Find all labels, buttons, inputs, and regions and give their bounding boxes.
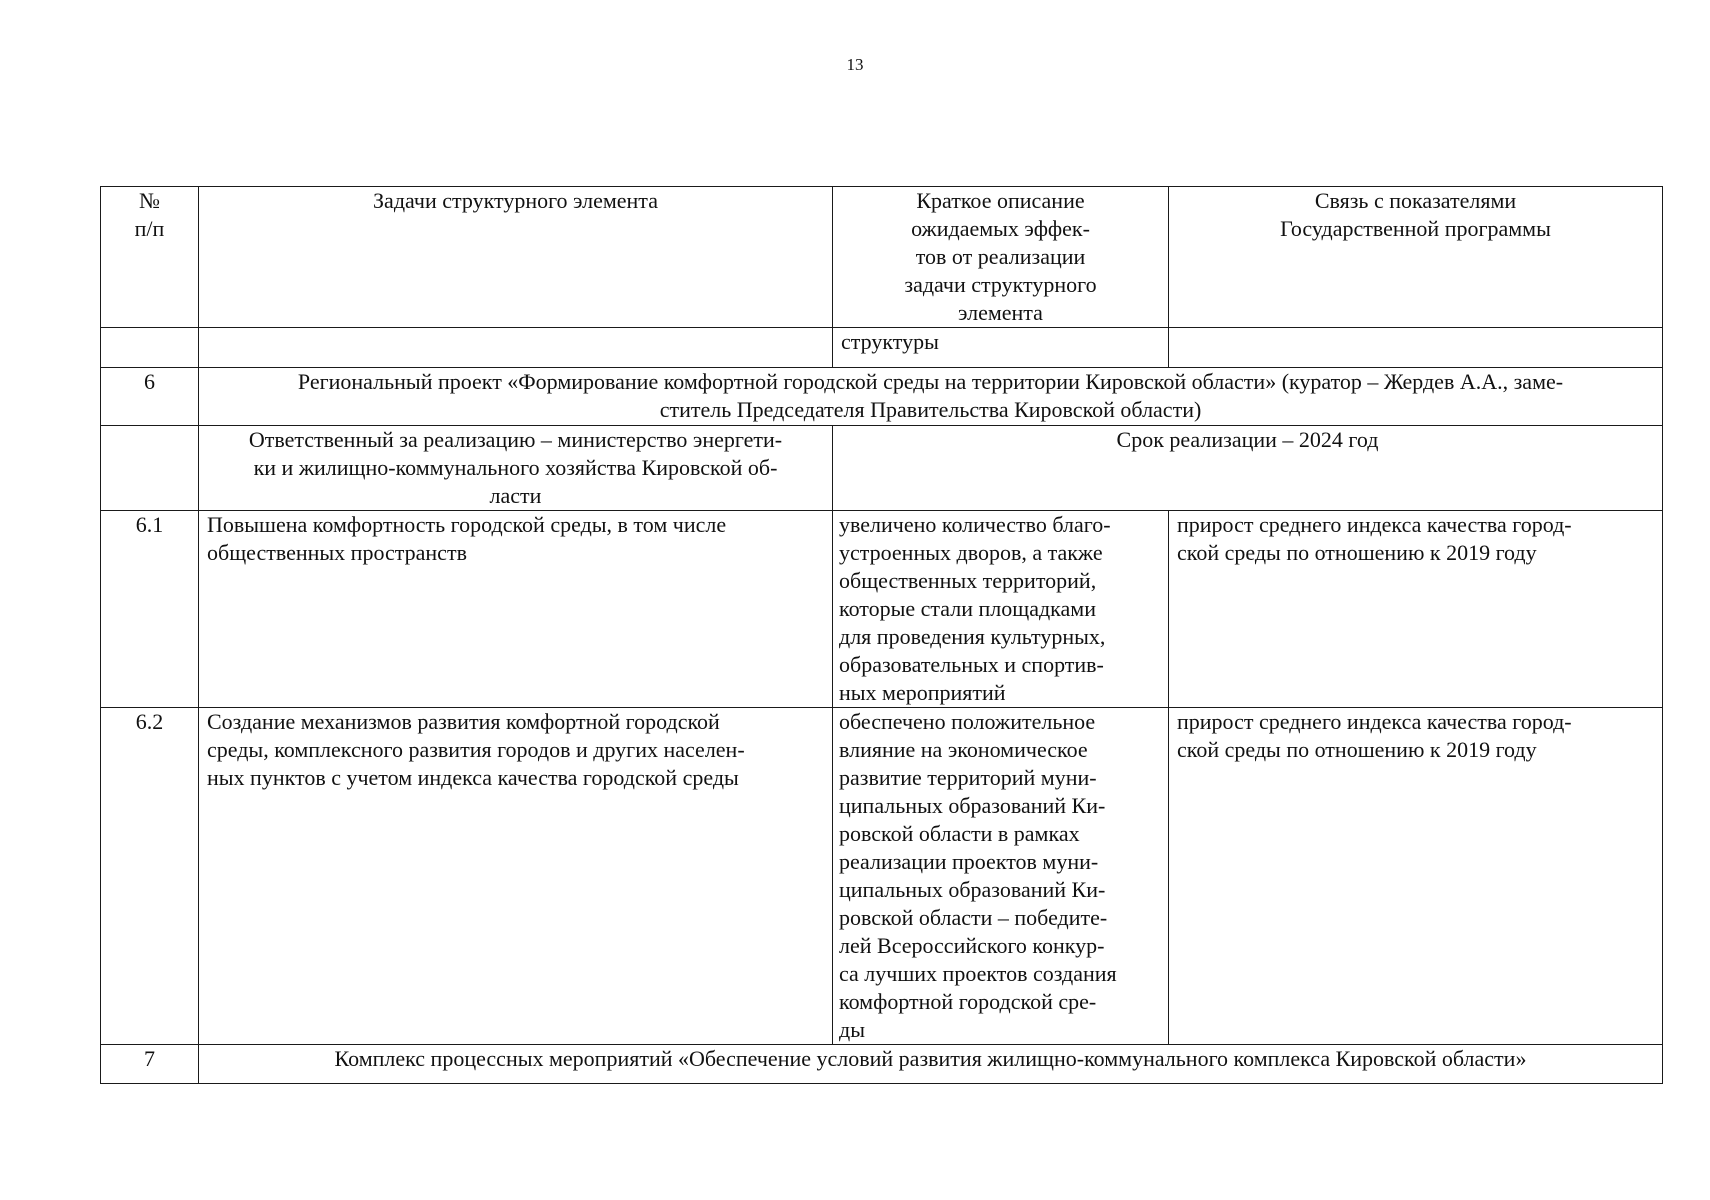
continuation-number bbox=[101, 328, 199, 368]
task-6-1-link: прирост среднего индекса качества город- ской среды по отношению к 2019 году bbox=[1169, 511, 1663, 708]
continuation-task bbox=[199, 328, 833, 368]
header-number: № п/п bbox=[101, 187, 199, 328]
complex-7-row bbox=[101, 1045, 1663, 1084]
project-6-title: Региональный проект «Формирование комфортной городской среды на территории Кировской области» (куратор – Жердев А.А., заме- ститель Председателя Правительства Кировской области) bbox=[199, 368, 1663, 426]
task-6-2-row bbox=[101, 708, 1663, 1045]
task-6-2-task: Создание механизмов развития комфортной городской среды, комплексного развития городов и других населен- ных пунктов с учетом индекса качества городской среды bbox=[199, 708, 833, 1045]
header-tasks: Задачи структурного элемента bbox=[199, 187, 833, 328]
structural-elements-table bbox=[100, 186, 1663, 1084]
project-6-responsible: Ответственный за реализацию – министерство энергети- ки и жилищно-коммунального хозяйства Кировской об- ласти bbox=[199, 426, 833, 511]
page-number: 13 bbox=[846, 55, 864, 74]
project-6-row bbox=[101, 368, 1663, 426]
continuation-link bbox=[1169, 328, 1663, 368]
header-link: Связь с показателями Государственной программы bbox=[1169, 187, 1663, 328]
task-6-2-number: 6.2 bbox=[101, 708, 199, 1045]
project-6-number: 6 bbox=[101, 368, 199, 426]
task-6-1-effects: увеличено количество благо- устроенных дворов, а также общественных территорий, которые стали площадками для проведения культурных, образовательных и спортив- ных мероприятий bbox=[833, 511, 1169, 708]
complex-7-number: 7 bbox=[101, 1045, 199, 1084]
task-6-2-link: прирост среднего индекса качества город- ской среды по отношению к 2019 году bbox=[1169, 708, 1663, 1045]
task-6-1-number: 6.1 bbox=[101, 511, 199, 708]
complex-7-title: Комплекс процессных мероприятий «Обеспечение условий развития жилищно-коммунального комплекса Кировской области» bbox=[199, 1045, 1663, 1084]
task-6-1-row bbox=[101, 511, 1663, 708]
continuation-effects: структуры bbox=[833, 328, 1169, 368]
project-6-term: Срок реализации – 2024 год bbox=[833, 426, 1663, 511]
task-6-1-task: Повышена комфортность городской среды, в том числе общественных пространств bbox=[199, 511, 833, 708]
continuation-row bbox=[101, 328, 1663, 368]
header-effects: Краткое описание ожидаемых эффек- тов от реализации задачи структурного элемента bbox=[833, 187, 1169, 328]
table-header-row bbox=[101, 187, 1663, 328]
task-6-2-effects: обеспечено положительное влияние на экономическое развитие территорий муни- ципальных образований Ки- ровской области в рамках реализации проектов муни- ципальных образований Ки- ровской области – победите- лей Всероссийского конкур- са лучших проектов создания комфортной городской сре- ды bbox=[833, 708, 1169, 1045]
project-6-meta-number bbox=[101, 426, 199, 511]
project-6-meta-row bbox=[101, 426, 1663, 511]
